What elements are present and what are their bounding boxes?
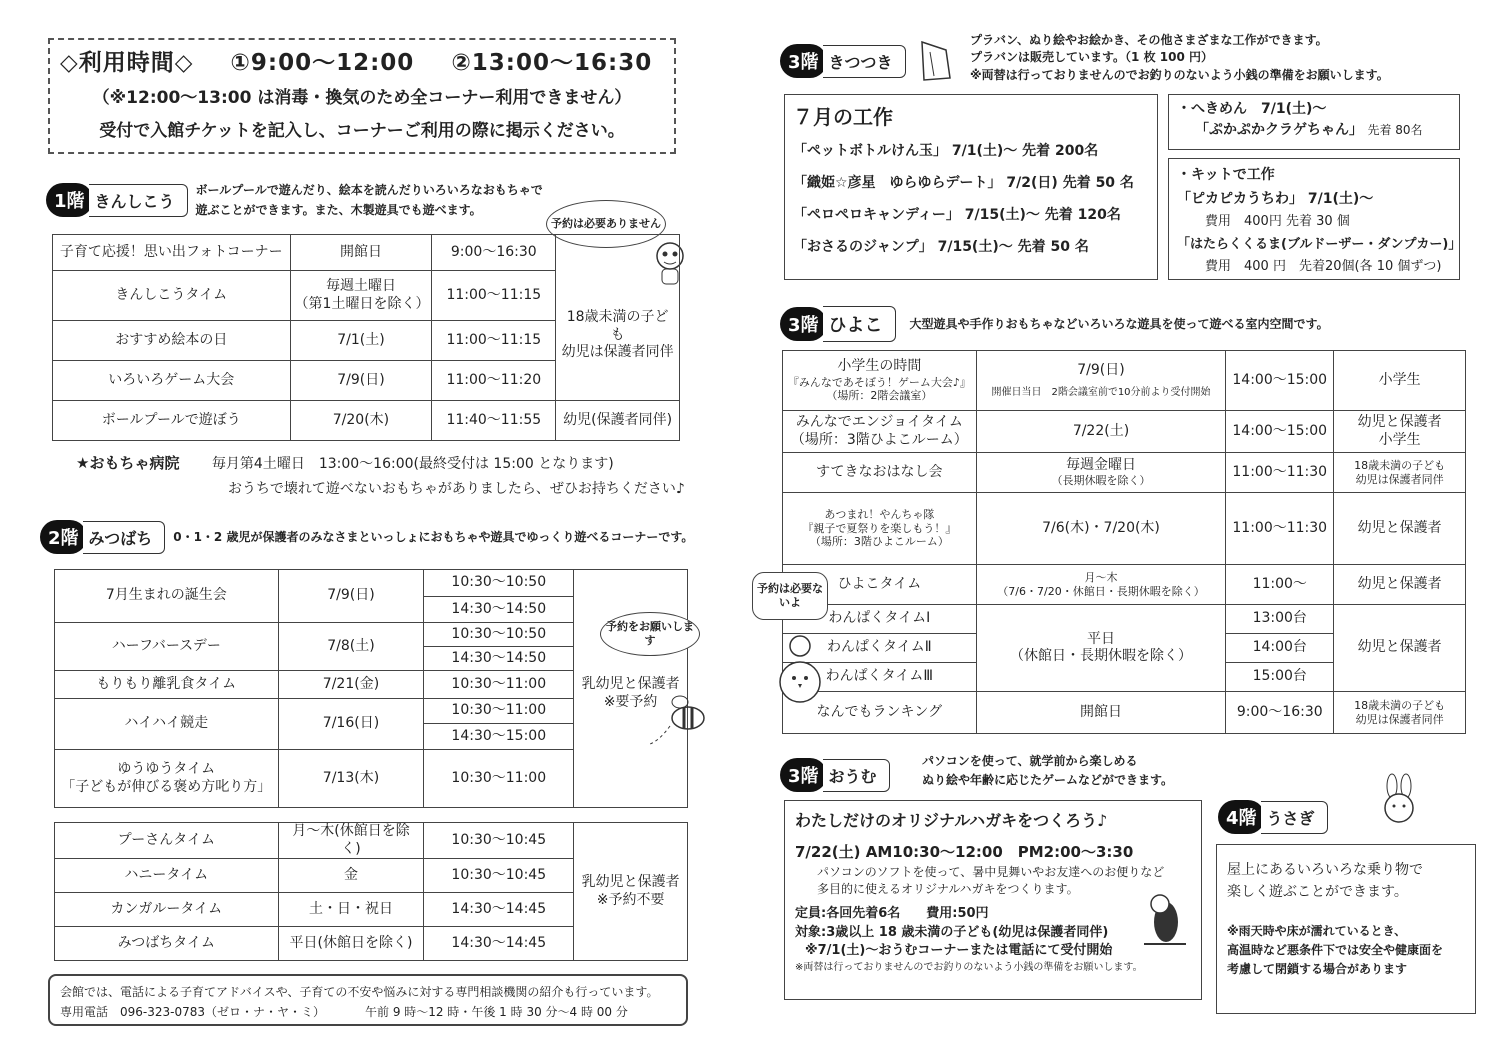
- table-row: [783, 605, 1466, 634]
- cell-target-empty: [556, 235, 680, 271]
- kitsutsuki-badge: 3階: [780, 44, 827, 78]
- craft-box: [784, 94, 1158, 280]
- kitsutsuki-desc: [970, 32, 1389, 84]
- cell-time: 14:30～14:45: [424, 927, 574, 961]
- bee-icon: [640, 690, 720, 750]
- cell-name: カンガルータイム: [55, 893, 279, 927]
- cell-name: 7月生まれの誕生会: [55, 570, 279, 623]
- usagi-note3: 考慮して閉鎖する場合があります: [1227, 962, 1408, 977]
- craft-item: 「ペットボトルけん玉」 7/1(土)～ 先着 200名: [793, 143, 1099, 159]
- usagi-note2: 高温時など悪条件下では安全や健康面を: [1227, 942, 1444, 957]
- cell-name: 子育て応援！思い出フォトコーナー: [53, 235, 291, 271]
- parrot-icon: [1140, 892, 1190, 962]
- table-row: [53, 401, 680, 441]
- hekimen-box: [1168, 94, 1460, 150]
- cell-name: ボールプールで遊ぼう: [53, 401, 291, 441]
- usagi-box: [1216, 844, 1476, 1014]
- usagi-header: [1218, 800, 1328, 834]
- consult-phone: 専用電話 096-323-0783（ゼロ・ナ・ヤ・ミ）: [60, 1005, 326, 1020]
- cell-name: きんしこうタイム: [53, 271, 291, 321]
- cell-name: みつばちタイム: [55, 927, 279, 961]
- cell-name: わんぱくタイムⅡ: [783, 634, 977, 663]
- usagi-badge: 4階: [1218, 800, 1265, 834]
- name-line1: 小学生の時間: [837, 358, 922, 374]
- hiyoko-name: ひよこ: [823, 306, 896, 342]
- floor2-badge: 2階: [40, 520, 87, 554]
- kitsutsuki-header: [780, 44, 906, 78]
- oumu-header: [780, 758, 890, 792]
- table-row: [783, 692, 1466, 734]
- target-line1: 18歳未満の子ども: [1354, 458, 1446, 472]
- name-line2: 「子どもが伸びる褒め方叱り方」: [61, 778, 272, 795]
- consult-box: [48, 974, 688, 1026]
- cell-target: 幼児と保護者: [1334, 565, 1466, 605]
- cell-name: わんぱくタイムⅠ: [783, 605, 977, 634]
- name-line3: （場所：2階会議室）: [826, 389, 933, 403]
- oumu-desc: [922, 752, 1173, 790]
- cell-time: 10:30～11:00: [424, 671, 574, 699]
- kitsutsuki-desc1: プラバン、ぬり絵やお絵かき、その他さまざまな工作ができます。: [970, 33, 1328, 47]
- table-row: [783, 411, 1466, 453]
- date-line2: （長期休暇を除く）: [1051, 474, 1151, 488]
- craft-item: 「ペロペロキャンディー」 7/15(土)～ 先着 120名: [793, 207, 1121, 223]
- usagi-name: うさぎ: [1261, 801, 1328, 834]
- cell-date: 7/9(日): [290, 361, 432, 401]
- floor1-bubble: 予約は必要ありません: [546, 200, 666, 248]
- floor2-desc: 0・1・2 歳児が保護者のみなさまといっしょにおもちゃや遊具でゆっくり遊べるコーナーです。: [173, 529, 694, 544]
- date-line1: 7/9(日): [1077, 361, 1125, 378]
- date-line1: 毎週金曜日: [1066, 456, 1136, 473]
- hekimen-line3: 先着 80名: [1367, 123, 1423, 137]
- cell-date: 平日(休館日を除く): [278, 927, 424, 961]
- name-line2: （場所：3階ひよこルーム）: [790, 431, 968, 448]
- cell-name: もりもり離乳食タイム: [55, 671, 279, 699]
- kit-title: ・キットで工作: [1177, 167, 1275, 183]
- hiyoko-header: [780, 306, 1329, 342]
- hospital-note: おうちで壊れて遊べないおもちゃがありましたら、ぜひお持ちください♪: [228, 481, 685, 497]
- table-row: [783, 565, 1466, 605]
- cell-name: なんでもランキング: [783, 692, 977, 734]
- table-row: [783, 493, 1466, 565]
- hospital-title: ★おもちゃ病院: [76, 454, 180, 472]
- cell-name: ハニータイム: [55, 859, 279, 893]
- cell-date: 7/9(日): [278, 570, 424, 623]
- cell-time: 9:00～16:30: [1226, 692, 1334, 734]
- cell-date: 7/16(日): [278, 699, 424, 750]
- cell-target: [574, 823, 688, 961]
- cell-time: 11:00～11:20: [432, 361, 556, 401]
- cell-time: 15:00台: [1226, 663, 1334, 692]
- target-line2: 幼児は保護者同伴: [1355, 472, 1444, 486]
- cell-time: 11:00～11:15: [432, 271, 556, 321]
- cell-target: [1334, 411, 1466, 453]
- cell-date: [976, 351, 1226, 411]
- table-row: [53, 235, 680, 271]
- oumu-cap: 定員:各回先着6名 費用:50円: [795, 905, 989, 921]
- target-line2: ※予約不要: [596, 891, 665, 908]
- oumu-badge: 3階: [780, 758, 827, 792]
- date-line1: 毎週土曜日: [325, 278, 396, 294]
- cell-date: 7/6(木)・7/20(木): [976, 493, 1226, 565]
- oumu-target: 対象:3歳以上 18 歳未満の子ども(幼児は保護者同伴): [795, 924, 1109, 940]
- hours-slot1: ①9:00～12:00: [230, 50, 415, 76]
- cell-target: [1334, 692, 1466, 734]
- date-line2: （第1土曜日を除く）: [294, 295, 430, 312]
- oumu-time: 7/22(土) AM10:30～12:00 PM2:00～3:30: [795, 843, 1134, 862]
- cell-date: 7/13(木): [278, 750, 424, 808]
- cell-time: 14:30～14:50: [424, 597, 574, 623]
- table-row: [55, 823, 688, 859]
- cell-time: 10:30～10:45: [424, 859, 574, 893]
- floor2-name: みつばち: [83, 521, 166, 554]
- cell-name: [783, 411, 977, 453]
- cell-name: すてきなおはなし会: [783, 453, 977, 493]
- consult-line1: 会館では、電話による子育てアドバイスや、子育ての不安や悩みに対する専門相談機関の紹介も行っています。: [60, 985, 659, 999]
- cell-time: 10:30～10:50: [424, 623, 574, 647]
- cell-time: 11:00～: [1226, 565, 1334, 605]
- cell-target: 幼児(保護者同伴): [556, 401, 680, 441]
- cell-time: 14:00～15:00: [1226, 411, 1334, 453]
- date-line2: （7/6・7/20・休館日・長期休暇を除く）: [997, 584, 1205, 598]
- cell-target: [574, 570, 688, 808]
- floor1-name: きんしこう: [89, 184, 188, 217]
- date-line1: 平日: [1087, 630, 1115, 647]
- date-line2: （休館日・長期休暇を除く）: [1010, 648, 1192, 664]
- cell-time: 14:30～14:50: [424, 647, 574, 671]
- craft-item: 「おさるのジャンプ」 7/15(土)～ 先着 50 名: [793, 239, 1089, 255]
- oumu-desc1: パソコンを使って、就学前から楽しめる: [922, 754, 1138, 768]
- kitsutsuki-name: きつつき: [823, 45, 906, 78]
- chick-icon: [776, 632, 826, 712]
- table-row: [783, 453, 1466, 493]
- cell-date: [976, 565, 1226, 605]
- cell-name: [783, 351, 977, 411]
- cell-date: 7/22(土): [976, 411, 1226, 453]
- hekimen-line1: ・へきめん 7/1(土)～: [1177, 101, 1327, 117]
- floor2-header: [40, 520, 693, 554]
- floor1-desc: [196, 180, 543, 221]
- cell-date: 7/20(木): [290, 401, 432, 441]
- cell-date: [976, 453, 1226, 493]
- cell-date: [976, 605, 1226, 692]
- table-row: [53, 271, 680, 321]
- cell-target-merged: [556, 271, 680, 401]
- target-line1: 18歳未満の子ども: [566, 309, 669, 343]
- floor1-desc-line1: ボールプールで遊んだり、絵本を読んだりいろいろなおもちゃで: [195, 183, 543, 197]
- name-line3: （場所：3階ひよこルーム）: [809, 535, 949, 549]
- hiyoko-table: [782, 350, 1466, 734]
- oumu-title: わたしだけのオリジナルハガキをつくろう♪: [795, 811, 1108, 830]
- cell-name: いろいろゲーム大会: [53, 361, 291, 401]
- cell-time: 11:40～11:55: [432, 401, 556, 441]
- hours-note: （※12:00～13:00 は消毒・換気のため全コーナー利用できません）: [92, 88, 632, 108]
- cell-target: 幼児と保護者: [1334, 605, 1466, 692]
- cell-name: [783, 493, 977, 565]
- cell-target: 小学生: [1334, 351, 1466, 411]
- cell-time: 10:30～10:45: [424, 823, 574, 859]
- cell-date: 7/1(土): [290, 321, 432, 361]
- cell-time: 9:00～16:30: [432, 235, 556, 271]
- cell-name: わんぱくタイムⅢ: [783, 663, 977, 692]
- cell-name: ハーフバースデー: [55, 623, 279, 671]
- cell-name: ひよこタイム: [783, 565, 977, 605]
- cell-date: 開館日: [290, 235, 432, 271]
- name-line2: 『みんなであそぼう！ゲーム大会♪』: [787, 375, 971, 389]
- cell-time: 11:00～11:30: [1226, 453, 1334, 493]
- target-line2: 幼児は保護者同伴: [561, 344, 674, 360]
- oumu-change: ※両替は行っておりませんのでお釣りのないよう小銭の準備をお願いします。: [795, 962, 1143, 974]
- name-line1: ゆうゆうタイム: [117, 761, 216, 777]
- floor2-table: [54, 569, 688, 808]
- target-line1: 幼児と保護者: [1357, 414, 1442, 430]
- cell-date: 開館日: [976, 692, 1226, 734]
- floor1-table: [52, 234, 680, 441]
- cell-time: 11:00～11:15: [432, 321, 556, 361]
- consult-hours: 午前 9 時～12 時・午後 1 時 30 分～4 時 00 分: [365, 1005, 628, 1020]
- floor2-table2: [54, 822, 688, 961]
- kit-box: [1168, 158, 1460, 280]
- cell-date: 金: [278, 859, 424, 893]
- cell-time: 14:30～14:45: [424, 893, 574, 927]
- cell-target: [1334, 453, 1466, 493]
- kitsutsuki-desc2: プラバンは販売しています。（1 枚 100 円）: [970, 50, 1213, 65]
- usagi-desc1: 屋上にあるいろいろな乗り物で: [1227, 862, 1423, 878]
- floor1-desc-line2: 遊ぶことができます。また、木製遊具でも遊べます。: [195, 203, 482, 218]
- target-line1: 乳幼児と保護者: [581, 676, 680, 692]
- name-line2: 『親子で夏祭りを楽しもう！』: [802, 521, 957, 535]
- cell-target: 幼児と保護者: [1334, 493, 1466, 565]
- cell-time: 13:00台: [1226, 605, 1334, 634]
- floor1-header: [46, 180, 543, 221]
- target-line1: 乳幼児と保護者: [581, 874, 680, 890]
- hekimen-line2: 「ぷかぷかクラゲちゃん」: [1195, 122, 1363, 138]
- cell-time: 10:30～10:50: [424, 570, 574, 597]
- cell-time: 14:30～15:00: [424, 724, 574, 750]
- hours-ticket: 受付で入館チケットを記入し、コーナーご利用の際に掲示ください。: [99, 121, 625, 141]
- usagi-desc2: 楽しく遊ぶことができます。: [1227, 884, 1408, 901]
- floor2-bubble: 予約をお願いします: [600, 612, 700, 656]
- cell-name: [55, 750, 279, 808]
- oumu-note1: パソコンのソフトを使って、暑中見舞いやお友達へのお便りなど: [817, 864, 1165, 879]
- floor1-badge: 1階: [46, 183, 93, 217]
- table-row: [55, 570, 688, 597]
- usagi-note1: ※雨天時や床が濡れているとき、: [1227, 923, 1407, 938]
- oumu-reserve: ※7/1(土)～おうむコーナーまたは電話にて受付開始: [805, 943, 1113, 959]
- cell-date: 月～木(休館日を除く): [278, 823, 424, 859]
- kitsutsuki-desc3: ※両替は行っておりませんのでお釣りのないよう小銭の準備をお願いします。: [970, 67, 1389, 82]
- name-line1: あつまれ！やんちゃ隊: [824, 507, 935, 521]
- cell-name: おすすめ絵本の日: [53, 321, 291, 361]
- oumu-note2: 多目的に使えるオリジナルハガキをつくります。: [817, 882, 1079, 897]
- kit1: 「ピカピカうちわ」 7/1(土)～: [1177, 191, 1374, 208]
- cell-time: 14:00～15:00: [1226, 351, 1334, 411]
- cell-date: 7/21(金): [278, 671, 424, 699]
- hours-label: ◇利用時間◇: [60, 50, 194, 76]
- hiyoko-badge: 3階: [780, 307, 827, 341]
- cell-date: 7/8(土): [278, 623, 424, 671]
- target-line2: ※要予約: [603, 693, 658, 710]
- oumu-name: おうむ: [823, 759, 890, 792]
- cell-time: 14:00台: [1226, 634, 1334, 663]
- date-line1: 月～木: [1084, 570, 1118, 584]
- craft-title: ７月の工作: [793, 105, 893, 129]
- hiyoko-bubble: 予約は必要ないよ: [752, 572, 828, 620]
- hours-slot2: ②13:00～16:30: [451, 50, 653, 76]
- hours-main: [60, 44, 664, 77]
- oumu-desc2: ぬり絵や年齢に応じたゲームなどができます。: [922, 773, 1174, 788]
- kit2-price: 費用 400 円 先着20個(各 10 個ずつ): [1205, 258, 1442, 274]
- target-line2: 幼児は保護者同伴: [1355, 712, 1444, 726]
- cell-name: ハイハイ競走: [55, 699, 279, 750]
- cell-time: 10:30～11:00: [424, 750, 574, 808]
- target-line1: 18歳未満の子ども: [1354, 698, 1446, 712]
- hours-box: [48, 38, 676, 154]
- cell-name: プーさんタイム: [55, 823, 279, 859]
- craft-item: 「織姫☆彦星 ゆらゆらデート」 7/2(日) 先着 50 名: [793, 175, 1134, 191]
- toy-hospital: [76, 452, 614, 473]
- table-row: [783, 351, 1466, 411]
- woodpecker-icon: [916, 38, 956, 84]
- name-line1: みんなでエンジョイタイム: [795, 414, 963, 430]
- cell-date: 土・日・祝日: [278, 893, 424, 927]
- hospital-time: 毎月第4土曜日 13:00～16:00(最終受付は 15:00 となります): [211, 456, 614, 472]
- cell-time: 10:30～11:00: [424, 699, 574, 724]
- date-line2: 開催日当日 2階会議室前で10分前より受付開始: [991, 387, 1211, 398]
- cell-date: [290, 271, 432, 321]
- hiyoko-desc: 大型遊具や手作りおもちゃなどいろいろな遊具を使って遊べる室内空間です。: [909, 316, 1329, 331]
- cell-time: 11:00～11:30: [1226, 493, 1334, 565]
- rabbit-icon: [1370, 772, 1430, 832]
- kit2: 「はたらくくるま(ブルドーザー・ダンプカー)」: [1177, 236, 1462, 252]
- kit1-price: 費用 400円 先着 30 個: [1205, 214, 1350, 230]
- target-line2: 小学生: [1378, 431, 1421, 448]
